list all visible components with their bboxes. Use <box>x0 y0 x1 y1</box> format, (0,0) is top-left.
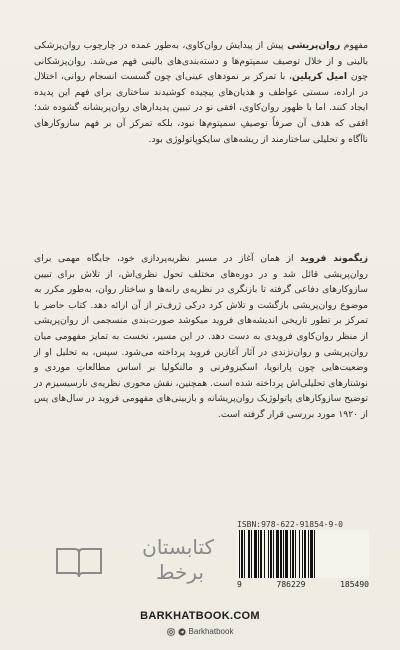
social-line <box>0 627 400 636</box>
text-run: پیش از پیدایش روان‌کاوی، به‌طور عمده در چارچوب روان‌پزشکی بالینی و از خلال توصیف سمپتوم‌ها و دسته‌بندی‌های بالینی فهم می‌شد. روان‌پزشکانی چون <box>34 40 368 83</box>
barcode-bar <box>310 530 313 578</box>
barcode-bar <box>280 530 282 578</box>
book-icon <box>54 541 104 581</box>
term-emil-kraepelin: امیل کرپلین <box>292 71 348 83</box>
barcode-bar <box>308 530 309 578</box>
barcode-bar <box>251 530 252 578</box>
barcode-bar <box>273 530 274 578</box>
barcode-bar <box>304 530 306 578</box>
term-psychosis: روان‌پریشی <box>287 40 341 51</box>
isbn-label: ISBN:978-622-91854-9-0 <box>237 520 343 529</box>
barcode-digit-group: 185490 <box>340 580 369 589</box>
barcode-bar <box>299 530 300 578</box>
text-run: ، با تمرکز بر نمودهای عینی‌ای چون گسست انسجام روانی، اختلال در اراده، سستی عواطف و هذیان‌های پیچیده کوشیدند ساختاری برای فهم این پدیده ایجاد کنند. اما با ظهور روان‌کاوی، افقی نو در تبیین پدیدارهای روان‌پریشانه گشوده شد؛ افقی که هدف آن صرفاً توصیفِ سمپتوم‌ها نبود، بلکه تمرکز آن بر فهم سازوکارهای ناآگاه و تحلیلی ساختارمند از ریشه‌های سایکوپاتولوژی بود. <box>34 71 368 145</box>
barcode-digit-group: 786229 <box>276 580 306 589</box>
publisher-website: BARKHATBOOK.COM <box>140 610 260 622</box>
barcode-bar <box>260 530 262 578</box>
barcode-bar <box>314 530 315 578</box>
barcode-digit-group: 9 <box>237 580 242 589</box>
barcode-bar <box>283 530 284 578</box>
telegram-icon <box>178 628 186 636</box>
barcode-bar <box>295 530 296 578</box>
barcode-bar <box>248 530 250 578</box>
barcode <box>237 530 369 578</box>
barcode-bar <box>239 530 240 578</box>
publisher-logo <box>54 535 214 590</box>
barcode-digits <box>237 580 369 589</box>
logo-text-line-1: کتابستان <box>142 535 214 559</box>
instagram-icon <box>167 628 175 636</box>
social-handle: Barkhatbook <box>188 627 234 636</box>
text-run: مفهوم <box>340 40 368 51</box>
barcode-bar <box>276 530 279 578</box>
barcode-bar <box>292 530 294 578</box>
barcode-bar <box>244 530 245 578</box>
barcode-bar <box>268 530 269 578</box>
barcode-bar <box>254 530 257 578</box>
text-run: از همان آغاز در مسیر نظریه‌پردازی خود، جایگاه مهمی برای روان‌پریشی قائل شد و در دوره‌های مختلف تحول نظری‌اش، از تلاش برای تبیین سازوکارهای دفاعی گرفته تا بازنگری در نظریه‌ی رانه‌ها و ساختار روان، به‌طور مکرر به موضوع روان‌پریشی بازگشت و تلاش کرد درکی ژرف‌تر از آن ارائه دهد. کتاب حاضر با تمرکز بر تطور تاریخی اندیشه‌های فروید میکوشد صورت‌بندی منسجمی از روان‌پریشی از منظر روان‌کاوی فرویدی به دست دهد. در این مسیر، نخست به تمایز مفهومی میان روان‌پریشی و روان‌نژندی در آثار آغازین فروید پرداخته می‌شود. سپس، به تحلیل او از وضعیت‌هایی چون پارانویا، اسکیزوفرنی و مالنکولیا بر اساس مطالعاتِ موردی و نوشتارهای تحلیلی‌اش پرداخته شده است. همچنین، نقش محوری نظریه‌ی نارسیسیزم در توضیح سازوکارهای پاتولوژیک روان‌پریشانه و بازبینی‌های مفهومی فروید در سال‌های پس از ۱۹۲۰ مورد بررسی قرار گرفته است. <box>34 253 368 420</box>
barcode-bar <box>258 530 259 578</box>
barcode-bar <box>241 530 243 578</box>
barcode-bar <box>302 530 303 578</box>
barcode-bar <box>264 530 265 578</box>
logo-text-line-2: برخط <box>156 560 204 584</box>
barcode-bar <box>270 530 272 578</box>
synopsis-paragraph-1 <box>34 38 368 147</box>
term-sigmund-freud: زیگموند فروید <box>300 253 368 264</box>
barcode-bar <box>285 530 288 578</box>
synopsis-paragraph-2 <box>34 251 368 423</box>
barcode-bar <box>290 530 291 578</box>
